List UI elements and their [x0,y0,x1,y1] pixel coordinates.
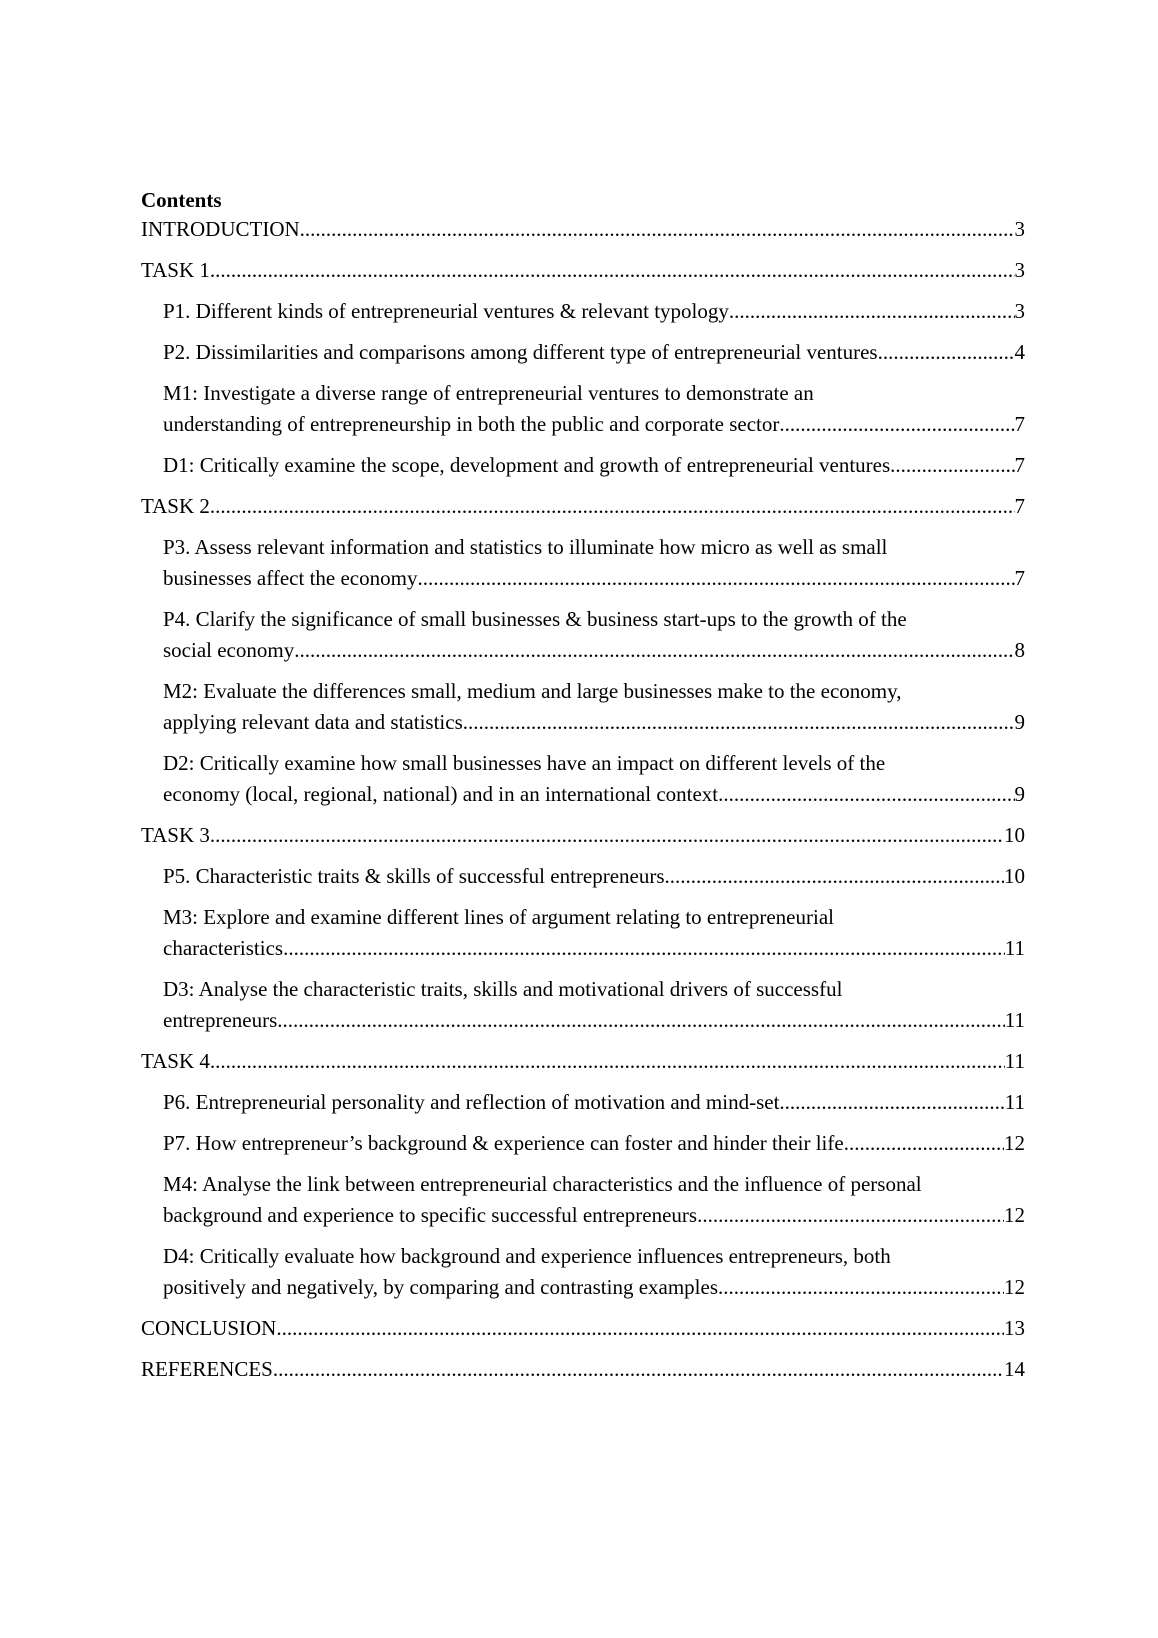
toc-entry-list [141,214,1025,1385]
toc-entry[interactable] [141,748,1025,810]
toc-entry-row [163,450,1025,481]
toc-entry-text: M3: Explore and examine different lines of argument relating to entrepreneurial [163,905,834,929]
dot-leader [729,296,1015,327]
toc-entry[interactable] [141,974,1025,1036]
toc-entry-row [163,779,1025,810]
toc-entry-row [141,255,1025,286]
toc-entry-row [163,707,1025,738]
dot-leader [210,820,1004,851]
toc-heading: Contents [141,188,222,212]
toc-page-number: 11 [1004,1049,1025,1073]
toc-page-number: 8 [1014,638,1025,662]
toc-entry[interactable] [141,1087,1025,1118]
toc-entry-row [163,296,1025,327]
toc-entry-text: social economy [163,638,295,662]
toc-entry-row [141,1046,1025,1077]
dot-leader [844,1128,1004,1159]
toc-entry[interactable] [141,296,1025,327]
toc-entry[interactable] [141,337,1025,368]
toc-entry[interactable] [141,532,1025,594]
toc-entry-row [163,1087,1025,1118]
toc-entry-text: CONCLUSION [141,1316,277,1340]
toc-page-number: 12 [1004,1131,1025,1155]
toc-entry-text: P7. How entrepreneur’s background & experience can foster and hinder their life [163,1131,844,1155]
toc-entry[interactable] [141,861,1025,892]
toc-entry-text: P5. Characteristic traits & skills of successful entrepreneurs [163,864,665,888]
toc-entry-text: TASK 4 [141,1049,210,1073]
toc-page-number: 3 [1014,258,1025,282]
dot-leader [463,707,1015,738]
toc-entry-text: background and experience to specific successful entrepreneurs [163,1203,698,1227]
toc-entry[interactable] [141,1313,1025,1344]
toc-entry[interactable] [141,214,1025,245]
toc-entry-text: D3: Analyse the characteristic traits, skills and motivational drivers of successful [163,977,843,1001]
toc-entry-text: entrepreneurs [163,1008,278,1032]
toc-page-number: 11 [1004,936,1025,960]
toc-page-number: 7 [1014,412,1025,436]
toc-entry-row [163,1200,1025,1231]
toc-entry[interactable] [141,1046,1025,1077]
toc-entry[interactable] [141,378,1025,440]
toc-entry-text: P2. Dissimilarities and comparisons among different type of entrepreneurial ventures [163,340,878,364]
toc-entry-row [163,635,1025,666]
toc-entry-text: M2: Evaluate the differences small, medium and large businesses make to the economy, [163,679,902,703]
toc-page-number: 9 [1014,782,1025,806]
dot-leader [718,1272,1004,1303]
dot-leader [294,635,1014,666]
dot-leader [273,1354,1004,1385]
toc-entry[interactable] [141,820,1025,851]
toc-entry[interactable] [141,676,1025,738]
toc-entry-text: P6. Entrepreneurial personality and reflection of motivation and mind-set [163,1090,780,1114]
dot-leader [210,491,1015,522]
toc-entry-text: M4: Analyse the link between entrepreneurial characteristics and the influence of personal [163,1172,922,1196]
toc-entry[interactable] [141,604,1025,666]
dot-leader [277,1005,1004,1036]
dot-leader [300,214,1015,245]
toc-page-number: 9 [1014,710,1025,734]
toc-page-number: 12 [1004,1275,1025,1299]
toc-entry-row [163,861,1025,892]
toc-entry-text: TASK 1 [141,258,210,282]
toc-entry-row [163,1272,1025,1303]
toc-entry-row [141,820,1025,851]
toc-entry-text: businesses affect the economy [163,566,418,590]
toc-entry-text: D1: Critically examine the scope, development and growth of entrepreneurial ventures [163,453,891,477]
toc-entry-text: P3. Assess relevant information and statistics to illuminate how micro as well as small [163,535,888,559]
toc-entry-text: TASK 3 [141,823,210,847]
toc-entry-row [141,214,1025,245]
toc-entry-text: TASK 2 [141,494,210,518]
dot-leader [417,563,1014,594]
dot-leader [779,409,1014,440]
toc-page-number: 12 [1004,1203,1025,1227]
toc-entry[interactable] [141,1128,1025,1159]
toc-entry-text: M1: Investigate a diverse range of entrepreneurial ventures to demonstrate an [163,381,814,405]
toc-entry-text: REFERENCES [141,1357,273,1381]
toc-page-number: 7 [1014,566,1025,590]
toc-entry[interactable] [141,902,1025,964]
toc-entry-text: P4. Clarify the significance of small businesses & business start-ups to the growth of the [163,607,907,631]
dot-leader [697,1200,1004,1231]
toc-entry-row [163,337,1025,368]
toc-entry-text: positively and negatively, by comparing and contrasting examples [163,1275,718,1299]
toc-page-number: 3 [1014,299,1025,323]
toc-entry[interactable] [141,255,1025,286]
table-of-contents [141,186,1025,1395]
toc-entry-row [163,563,1025,594]
toc-page-number: 10 [1004,864,1025,888]
toc-page-number: 7 [1014,494,1025,518]
toc-entry-row [163,409,1025,440]
toc-entry[interactable] [141,1241,1025,1303]
toc-page-number: 11 [1004,1090,1025,1114]
toc-entry-row [141,491,1025,522]
toc-entry-text: D2: Critically examine how small businesses have an impact on different levels of the [163,751,886,775]
toc-entry-text: P1. Different kinds of entrepreneurial ventures & relevant typology [163,299,729,323]
toc-entry-text: D4: Critically evaluate how background and experience influences entrepreneurs, both [163,1244,891,1268]
toc-page-number: 4 [1014,340,1025,364]
toc-entry-text: INTRODUCTION [141,217,300,241]
toc-entry-text: characteristics [163,936,284,960]
dot-leader [890,450,1014,481]
toc-entry[interactable] [141,450,1025,481]
dot-leader [665,861,1004,892]
toc-page-number: 14 [1004,1357,1025,1381]
dot-leader [283,933,1005,964]
toc-page-number: 11 [1004,1008,1025,1032]
toc-entry[interactable] [141,491,1025,522]
toc-entry-row [163,1005,1025,1036]
toc-entry-text: understanding of entrepreneurship in both the public and corporate sector [163,412,780,436]
toc-entry-row [141,1313,1025,1344]
toc-page-number: 13 [1004,1316,1025,1340]
dot-leader [210,255,1015,286]
dot-leader [210,1046,1005,1077]
dot-leader [276,1313,1004,1344]
dot-leader [878,337,1015,368]
toc-entry-row [163,933,1025,964]
toc-page-number: 7 [1014,453,1025,477]
dot-leader [718,779,1014,810]
toc-entry[interactable] [141,1354,1025,1385]
toc-page-number: 3 [1014,217,1025,241]
toc-entry[interactable] [141,1169,1025,1231]
toc-entry-row [141,1354,1025,1385]
toc-entry-text: economy (local, regional, national) and in an international context [163,782,719,806]
toc-page-number: 10 [1004,823,1025,847]
toc-entry-row [163,1128,1025,1159]
dot-leader [779,1087,1004,1118]
toc-entry-text: applying relevant data and statistics [163,710,463,734]
